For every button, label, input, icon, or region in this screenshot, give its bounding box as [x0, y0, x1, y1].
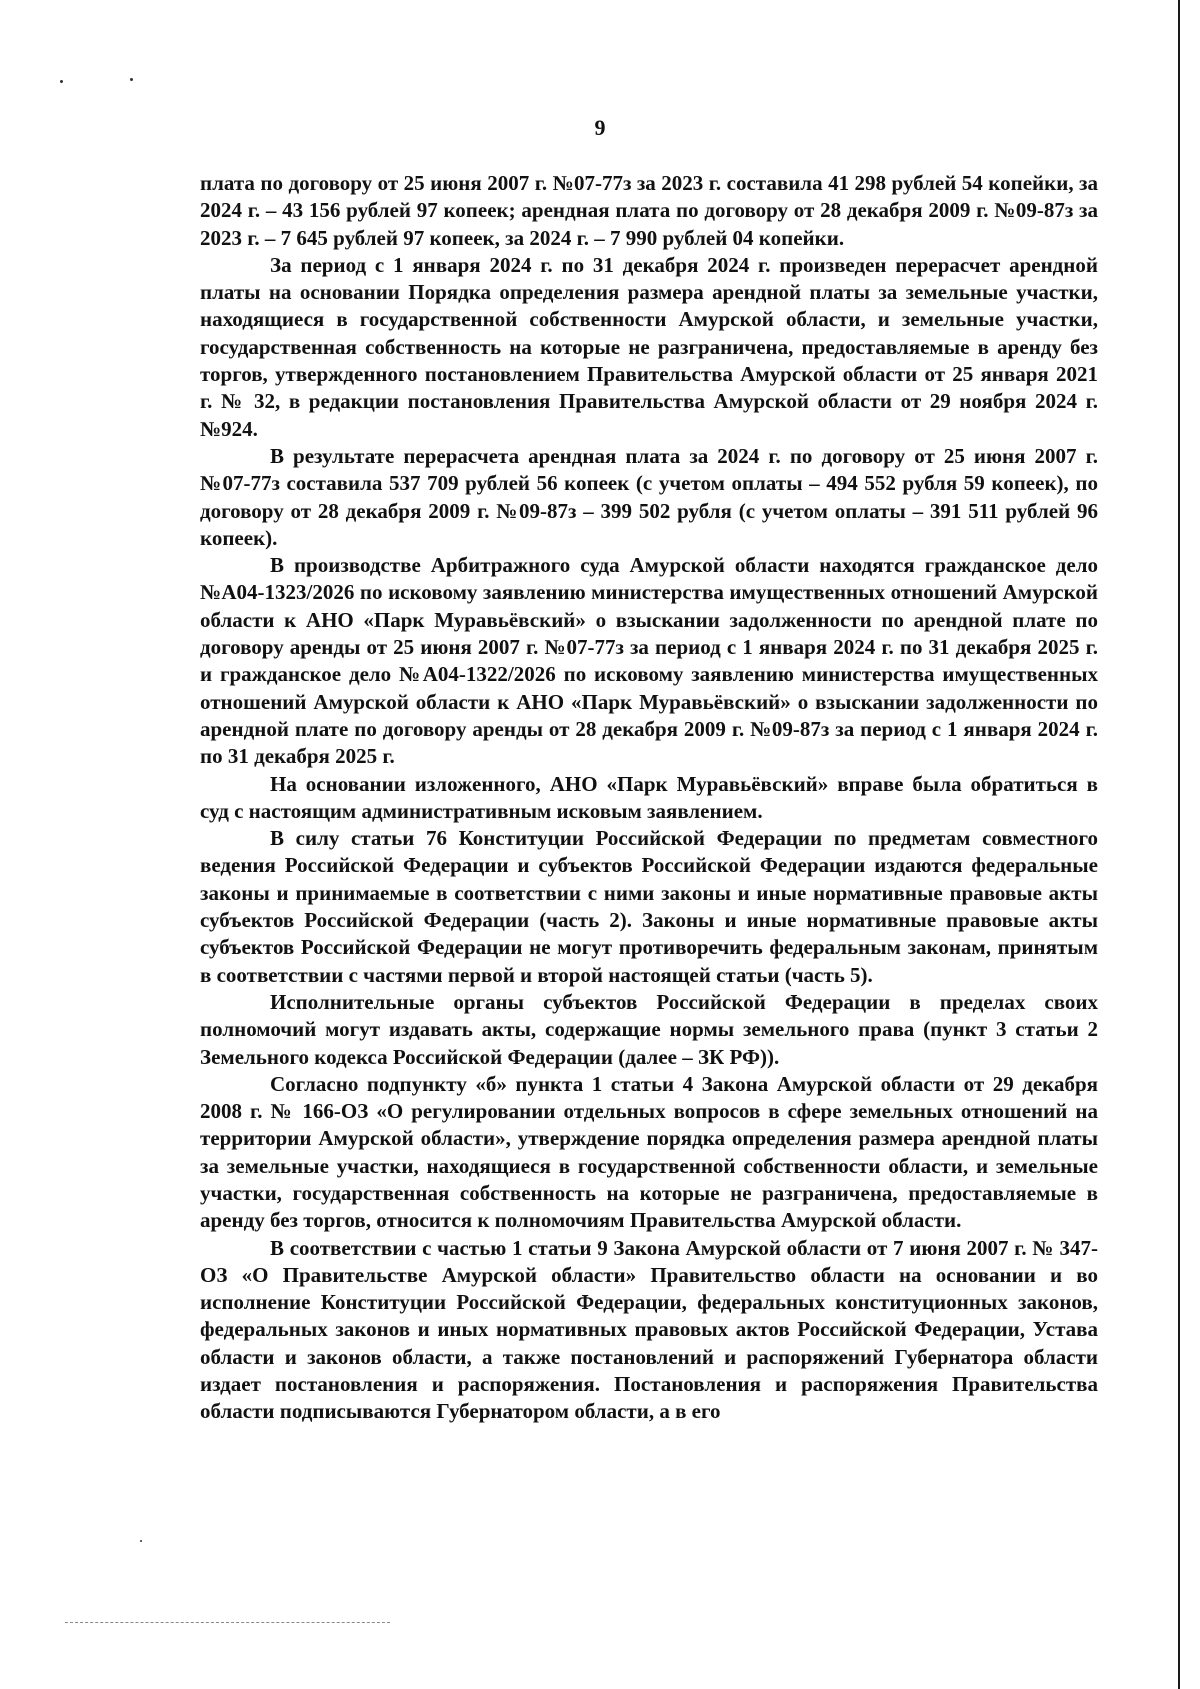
page-number: 9 — [594, 115, 606, 140]
scan-speck — [140, 1540, 142, 1542]
paragraph: В соответствии с частью 1 статьи 9 Закона Амурской области от 7 июня 2007 г. № 347-ОЗ «О Правительстве Амурской области» Правительство области на основании и во исполнение Конституции Российской Федерации, федеральных конституционных законов, федеральных законов и иных нормативных правовых актов Российской Федерации, Устава области и законов области, а также постановлений и распоряжений Губернатора области издает постановления и распоряжения. Постановления и распоряжения Правительства области подписываются Губернатором области, а в его — [200, 1235, 1098, 1424]
paragraph: В результате перерасчета арендная плата за 2024 г. по договору от 25 июня 2007 г. №07-77з составила 537 709 рублей 56 копеек (с учетом оплаты – 494 552 рубля 59 копеек), по договору от 28 декабря 2009 г. №09-87з – 399 502 рубля (с учетом оплаты – 391 511 рублей 96 копеек). — [200, 443, 1098, 550]
footer-rule — [65, 1622, 390, 1624]
paragraph: В производстве Арбитражного суда Амурской области находятся гражданское дело №А04-1323/2026 по исковому заявлению министерства имущественных отношений Амурской области к АНО «Парк Муравьёвский» о взыскании задолженности по арендной плате по договору аренды от 25 июня 2007 г. №07-77з за период с 1 января 2024 г. по 31 декабря 2025 г. и гражданское дело №А04-1322/2026 по исковому заявлению министерства имущественных отношений Амурской области к АНО «Парк Муравьёвский» о взыскании задолженности по арендной плате по договору аренды от 28 декабря 2009 г. №09-87з за период с 1 января 2024 г. по 31 декабря 2025 г. — [200, 553, 1098, 769]
scan-edge-line — [1178, 0, 1180, 1689]
paragraph: На основании изложенного, АНО «Парк Муравьёвский» вправе была обратиться в суд с настоящим административным исковым заявлением. — [200, 771, 1098, 823]
scan-speck — [60, 80, 63, 83]
paragraph: Исполнительные органы субъектов Российской Федерации в пределах своих полномочий могут издавать акты, содержащие нормы земельного права (пункт 3 статьи 2 Земельного кодекса Российской Федерации (далее – ЗК РФ)). — [200, 989, 1098, 1069]
document-body — [200, 170, 1098, 1426]
paragraph: За период с 1 января 2024 г. по 31 декабря 2024 г. произведен перерасчет арендной платы на основании Порядка определения размера арендной платы за земельные участки, находящиеся в государственной собственности Амурской области, и земельные участки, государственная собственность на которые не разграничена, предоставляемые в аренду без торгов, утвержденного постановлением Правительства Амурской области от 25 января 2021 г. № 32, в редакции постановления Правительства Амурской области от 29 ноября 2024 г. №924. — [200, 252, 1098, 441]
paragraph: плата по договору от 25 июня 2007 г. №07-77з за 2023 г. составила 41 298 рублей 54 копейки, за 2024 г. – 43 156 рублей 97 копеек; арендная плата по договору от 28 декабря 2009 г. №09-87з за 2023 г. – 7 645 рублей 97 копеек, за 2024 г. – 7 990 рублей 04 копейки. — [200, 171, 1098, 250]
paragraph: Согласно подпункту «б» пункта 1 статьи 4 Закона Амурской области от 29 декабря 2008 г. № 166-ОЗ «О регулировании отдельных вопросов в сфере земельных отношений на территории Амурской области», утверждение порядка определения размера арендной платы за земельные участки, находящиеся в государственной собственности области, и земельные участки, государственная собственность на которые не разграничена, предоставляемые в аренду без торгов, относится к полномочиям Правительства Амурской области. — [200, 1071, 1098, 1233]
scan-speck — [130, 78, 133, 81]
paragraph: В силу статьи 76 Конституции Российской Федерации по предметам совместного ведения Российской Федерации и субъектов Российской Федерации издаются федеральные законы и принимаемые в соответствии с ними законы и иные нормативные правовые акты субъектов Российской Федерации (часть 2). Законы и иные нормативные правовые акты субъектов Российской Федерации не могут противоречить федеральным законам, принятым в соответствии с частями первой и второй настоящей статьи (часть 5). — [200, 826, 1098, 987]
